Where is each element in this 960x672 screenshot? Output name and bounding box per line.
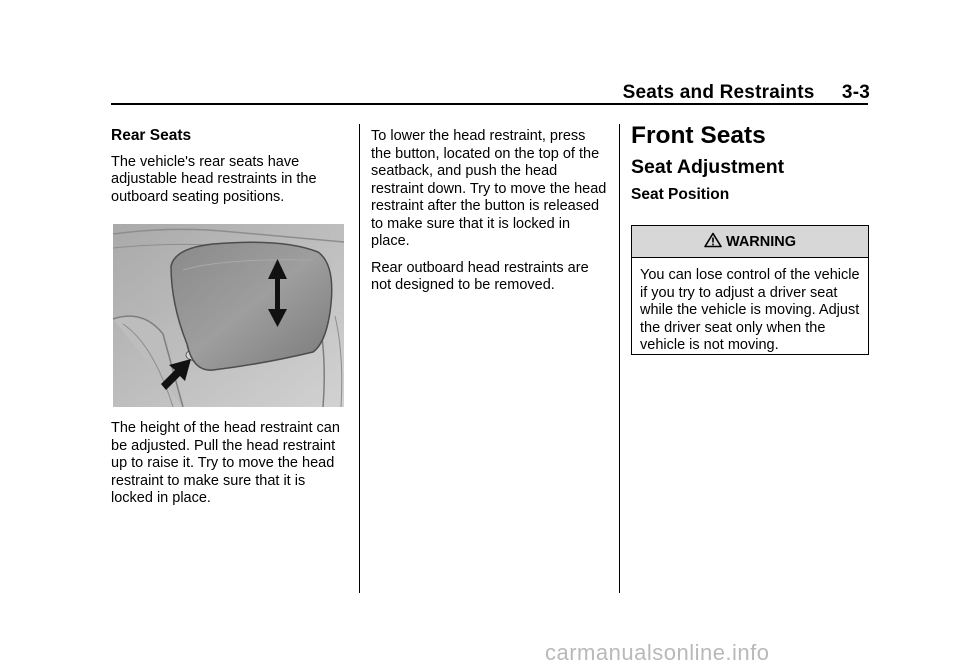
rear-seats-intro: The vehicle's rear seats have adjustable head restraints in the outboard seating positions.	[111, 153, 317, 205]
warning-box	[631, 225, 869, 355]
column-1	[111, 127, 349, 215]
lower-restraint-text: To lower the head restraint, press the button, located on the top of the seatback, and push the head restraint down. Try to move the head restraint after the button is released to make sure that it is locked in place.	[371, 128, 607, 249]
heading-seat-position: Seat Position	[631, 186, 730, 203]
heading-rear-seats: Rear Seats	[111, 127, 192, 144]
removal-note-text: Rear outboard head restraints are not designed to be removed.	[371, 259, 589, 293]
heading-seat-adjustment: Seat Adjustment	[631, 155, 785, 178]
column-divider-left	[359, 124, 360, 593]
column-2	[371, 128, 607, 304]
watermark: carmanualsonline.info	[545, 640, 770, 665]
column-1-lower	[111, 420, 349, 517]
page-header-title: Seats and Restraints 3-3	[622, 82, 870, 103]
warning-header	[632, 226, 868, 258]
header-rule	[111, 103, 868, 105]
column-divider-right	[619, 124, 620, 593]
warning-label: WARNING	[725, 233, 797, 250]
warning-triangle-icon	[704, 232, 722, 252]
column-3	[631, 122, 869, 213]
head-restraint-illustration	[113, 224, 344, 407]
restraint-height-text: The height of the head restraint can be adjusted. Pull the head restraint up to raise it. Try to move the head restraint to make sure that it is locked in place.	[111, 420, 340, 506]
warning-text: You can lose control of the vehicle if you try to adjust a driver seat while the vehicle is moving. Adjust the driver seat only when the vehicle is not moving.	[640, 267, 860, 353]
heading-front-seats: Front Seats	[631, 122, 766, 149]
